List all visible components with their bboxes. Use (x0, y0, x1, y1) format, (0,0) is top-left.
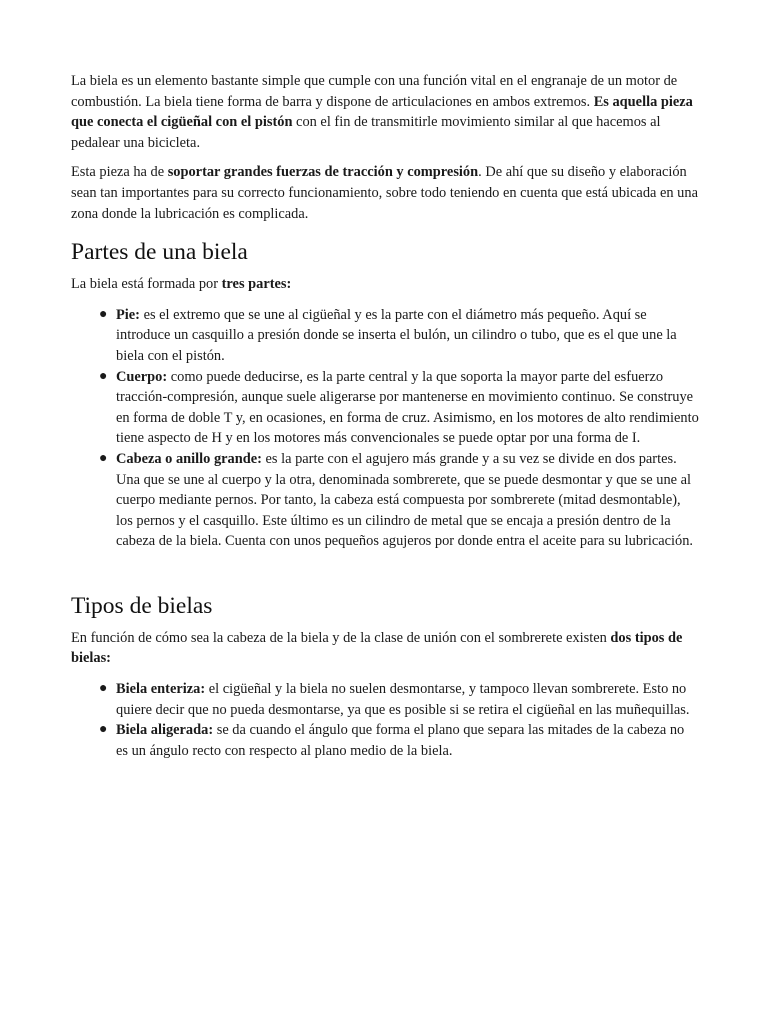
list-item-term: Biela aligerada: (116, 722, 214, 739)
partes-lead (71, 274, 699, 295)
list-item-text: como puede deducirse, es la parte central y la que soporta la mayor parte del esfuerzo tracción-compresión, aunque suele aligerarse por mantenerse en movimiento continuo. Se construye en forma de doble T y, en ocasiones, en forma de cruz. Asimismo, en los motores de alto rendimiento tiene aspecto de H y en los motores más convencionales se puede optar por una forma de I. (116, 368, 699, 447)
list-item-text: es la parte con el agujero más grande y a su vez se divide en dos partes. Una que se une al cuerpo y la otra, denominada sombrerete, que se puede desmontar y que se une al cuerpo mediante pernos. Por tanto, la cabeza está compuesta por sombrerete (mitad desmontable), los pernos y el casquillo. Este último es un cilindro de metal que se encaja a presión dentro de la cabeza de la biela. Cuenta con unos pequeños agujeros por donde entra el aceite para su lubricación. (116, 450, 693, 550)
list-item-term: Cabeza o anillo grande: (116, 450, 262, 467)
bullet-icon: ● (99, 306, 108, 322)
intro-bold-text: Es aquella pieza que conecta el cigüeñal con el pistón (71, 93, 693, 131)
intro-paragraph-1 (71, 71, 699, 153)
intro-paragraph-2 (71, 162, 699, 224)
lead-text: La biela está formada por (71, 276, 222, 293)
intro-text: Esta pieza ha de (71, 164, 168, 181)
list-item-term: Biela enteriza: (116, 681, 206, 698)
bullet-icon: ● (99, 450, 108, 466)
intro-bold-text: soportar grandes fuerzas de tracción y compresión (167, 164, 479, 181)
list-item-text: se da cuando el ángulo que forma el plano que separa las mitades de la cabeza no es un ángulo recto con respecto al plano medio de la biela. (116, 722, 685, 759)
intro-text: La biela es un elemento bastante simple que cumple con una función vital en el engranaje de un motor de combustión. La biela tiene forma de barra y dispone de articulaciones en ambos extremos. (71, 73, 678, 110)
partes-list (71, 305, 699, 552)
bullet-icon: ● (99, 722, 108, 738)
intro-text: con el fin de transmitirle movimiento similar al que hacemos al pedalear una bicicleta. (71, 114, 661, 151)
bullet-icon: ● (99, 368, 108, 384)
list-item (99, 679, 699, 720)
document-page (71, 71, 699, 761)
tipos-lead (71, 628, 699, 669)
section-heading-partes: Partes de una biela (71, 239, 248, 266)
list-item (99, 367, 699, 449)
list-item-term: Pie: (116, 306, 140, 323)
list-item (99, 720, 699, 761)
list-item-term: Cuerpo: (116, 368, 168, 385)
bullet-icon: ● (99, 681, 108, 697)
list-item (99, 305, 699, 367)
intro-text: . De ahí que su diseño y elaboración sean tan importantes para su correcto funcionamiento, sobre todo teniendo en cuenta que está ubicada en una zona donde la lubricación es complicada. (71, 164, 698, 222)
tipos-list (71, 679, 699, 761)
lead-text: En función de cómo sea la cabeza de la biela y de la clase de unión con el sombrerete existen (71, 629, 611, 646)
list-item-text: es el extremo que se une al cigüeñal y es la parte con el diámetro más pequeño. Aquí se introduce un casquillo a presión donde se inserta el bulón, un cilindro o tubo, que es el que une la biela con el pistón. (116, 306, 677, 364)
list-item (99, 449, 699, 552)
section-heading-tipos: Tipos de bielas (71, 592, 213, 619)
list-item-text: el cigüeñal y la biela no suelen desmontarse, y tampoco llevan sombrerete. Esto no quiere decir que no pueda desmontarse, ya que es posible si se retira el cigüeñal en las muñequillas. (116, 681, 690, 718)
lead-bold-text: tres partes: (221, 276, 292, 293)
lead-bold-text: dos tipos de bielas: (71, 629, 683, 667)
